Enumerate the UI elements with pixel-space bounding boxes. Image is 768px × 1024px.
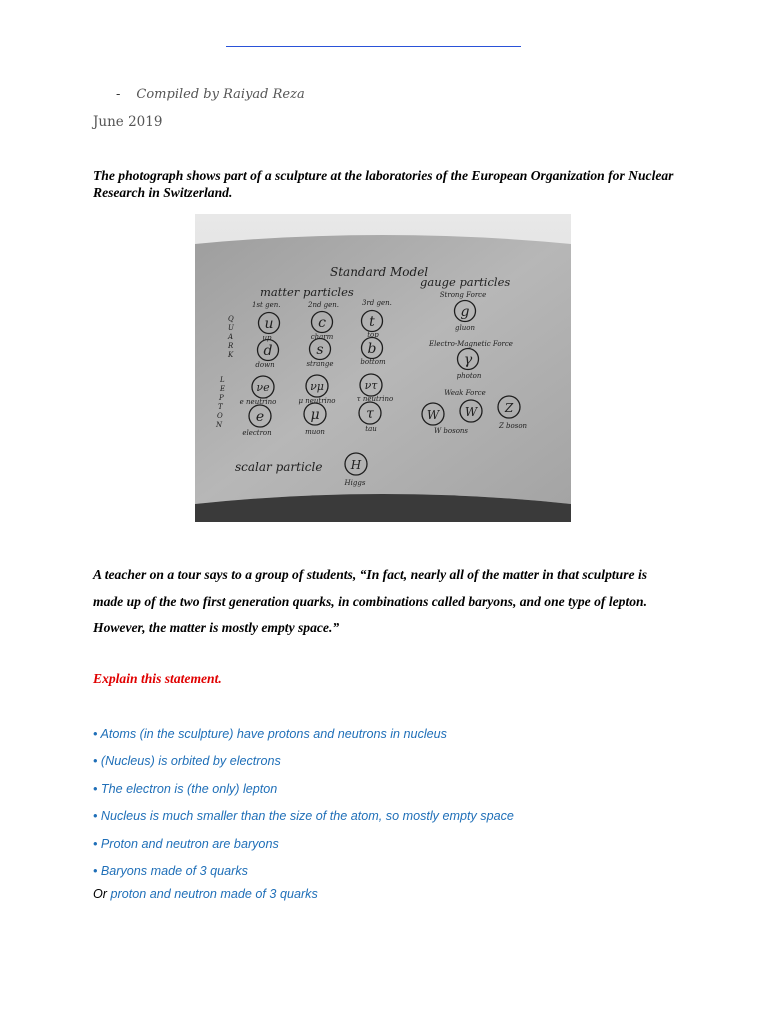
quark-bottom-name: bottom: [360, 358, 386, 366]
quark-bottom-symbol: b: [367, 341, 377, 357]
quark-letter: Q: [228, 315, 234, 323]
lepton-letter: T: [218, 403, 223, 411]
compiled-by-line: [116, 87, 305, 102]
em-force-label: Electro-Magnetic Force: [429, 340, 513, 348]
lepton-muon-symbol: μ: [310, 407, 320, 423]
answer-point: • The electron is (the only) lepton: [93, 781, 278, 796]
generation-1: 1st gen.: [252, 301, 281, 309]
answer-list: [93, 723, 514, 887]
quark-charm-symbol: c: [318, 315, 326, 331]
lepton-tau-symbol: τ: [366, 406, 374, 422]
question-instruction: Explain this statement.: [93, 671, 222, 686]
or-answer: proton and neutron made of 3 quarks: [110, 887, 318, 901]
w-plus-symbol: W: [464, 405, 478, 419]
quark-letter: U: [228, 324, 234, 332]
quark-down-name: down: [255, 361, 275, 369]
answer-point: • Nucleus is much smaller than the size of the atom, so mostly empty space: [93, 809, 514, 824]
lepton-e-neutrino-symbol: νe: [256, 381, 270, 394]
w-minus-symbol: W: [426, 408, 440, 422]
lepton-electron-name: electron: [242, 429, 272, 437]
quark-up-symbol: u: [264, 316, 274, 332]
header-rule: [226, 46, 521, 47]
weak-force-label: Weak Force: [444, 389, 486, 397]
higgs-name: Higgs: [344, 479, 366, 487]
compiled-by: Compiled by Raiyad Reza: [136, 87, 305, 102]
gluon-name: gluon: [455, 324, 475, 332]
lepton-tau-neutrino-symbol: ντ: [364, 379, 378, 392]
question-quote: A teacher on a tour says to a group of students, “In fact, nearly all of the matter in that sculpture is made up of the two first generation quarks, in combinations called baryons, and one type of lepton. However, the matter is mostly empty space.”: [93, 567, 648, 636]
lepton-letter: P: [219, 394, 224, 402]
quark-strange-symbol: s: [316, 342, 324, 358]
quark-top-name: top: [367, 331, 379, 339]
lepton-electron-symbol: e: [255, 409, 265, 425]
photon-symbol: γ: [463, 352, 473, 368]
lepton-letter: L: [220, 376, 225, 384]
z-boson-name: Z boson: [498, 422, 528, 430]
quark-down-symbol: d: [263, 343, 273, 359]
quark-up-name: up: [262, 334, 272, 342]
quark-top-symbol: t: [369, 314, 375, 330]
strong-force-label: Strong Force: [439, 291, 487, 299]
quark-letter: K: [228, 351, 234, 359]
answer-point: • (Nucleus) is orbited by electrons: [93, 754, 281, 769]
lepton-mu-neutrino-name: μ neutrino: [298, 397, 336, 405]
lepton-muon-name: muon: [305, 428, 325, 436]
lepton-letter: N: [216, 421, 223, 429]
scalar-heading: scalar particle: [235, 460, 323, 474]
photon-name: photon: [456, 372, 482, 380]
list-dash: -: [116, 87, 121, 102]
question-intro: The photograph shows part of a sculpture at the laboratories of the European Organization for Nuclear Research in Switzerland.: [93, 168, 674, 200]
generation-3: 3rd gen.: [362, 299, 392, 307]
lepton-tau-name: tau: [365, 425, 377, 433]
w-bosons-name: W bosons: [433, 427, 469, 435]
higgs-symbol: H: [350, 458, 362, 472]
lepton-e-neutrino-name: e neutrino: [239, 398, 277, 406]
answer-point: • Atoms (in the sculpture) have protons and neutrons in nucleus: [93, 727, 447, 741]
quark-letter: A: [228, 333, 234, 341]
date: June 2019: [93, 114, 163, 130]
quark-charm-name: charm: [310, 333, 334, 341]
lepton-letter: E: [220, 385, 226, 393]
answer-point: • Baryons made of 3 quarks: [93, 863, 248, 878]
quark-strange-name: strange: [306, 360, 334, 368]
answer-point: • Proton and neutron are baryons: [93, 836, 279, 851]
or-prefix: Or: [93, 887, 111, 901]
alternative-answer: [93, 887, 318, 901]
z-symbol: Z: [504, 401, 514, 415]
lepton-mu-neutrino-symbol: νμ: [310, 380, 324, 393]
lepton-letter: O: [217, 412, 223, 420]
matter-heading: matter particles: [260, 285, 354, 299]
quark-letter: R: [228, 342, 234, 350]
sculpture-title: Standard Model: [330, 265, 429, 279]
gluon-symbol: g: [460, 304, 470, 320]
gauge-heading: gauge particles: [420, 275, 511, 289]
generation-2: 2nd gen.: [308, 301, 340, 309]
lepton-tau-neutrino-name: τ neutrino: [356, 395, 394, 403]
sculpture-photo: [195, 214, 571, 522]
